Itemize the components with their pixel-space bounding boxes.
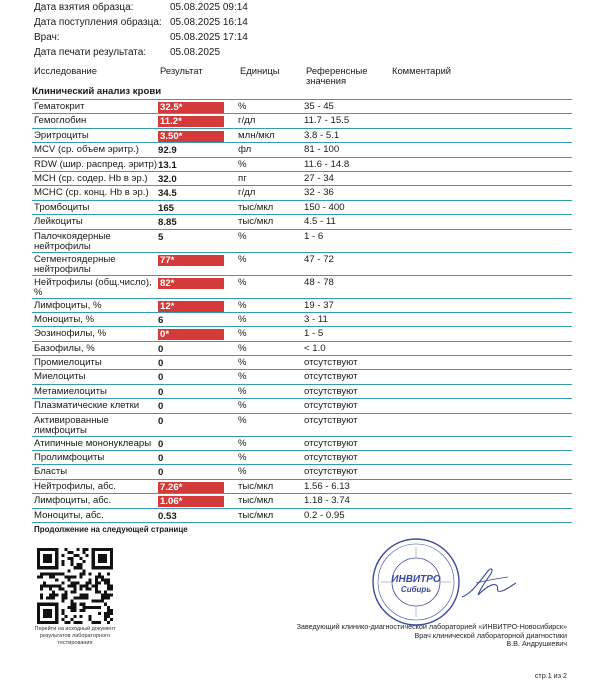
- test-unit: %: [238, 371, 247, 383]
- header-comment: Комментарий: [392, 65, 452, 76]
- table-row: [32, 399, 572, 413]
- table-row: [32, 143, 572, 157]
- test-unit: %: [238, 253, 247, 265]
- test-name: Метамиелоциты: [34, 385, 107, 397]
- test-result: 0.53: [158, 510, 177, 522]
- test-name: Гематокрит: [34, 101, 85, 112]
- test-result: 92.9: [158, 145, 177, 157]
- test-reference: отсутствуют: [304, 400, 358, 412]
- test-result: 32.5*: [158, 102, 224, 113]
- header-result: Результат: [160, 65, 203, 76]
- test-result: 12*: [158, 301, 224, 312]
- test-unit: тыс/мкл: [238, 495, 274, 507]
- test-name: Лейкоциты: [34, 216, 83, 228]
- test-reference: отсутствуют: [304, 371, 358, 383]
- test-unit: %: [238, 414, 247, 426]
- test-result: 34.5: [158, 188, 177, 200]
- test-result: 0: [158, 372, 164, 384]
- signature-block: [297, 623, 567, 649]
- test-name: MCHC (ср. конц. Hb в эр.): [34, 187, 149, 199]
- test-name: Тромбоциты: [34, 201, 90, 213]
- test-reference: 0.2 - 0.95: [304, 509, 345, 521]
- test-unit: %: [238, 437, 247, 449]
- test-reference: 150 - 400: [304, 201, 345, 213]
- test-reference: 3 - 11: [304, 313, 328, 325]
- table-row: [32, 509, 572, 523]
- table-row: [32, 114, 572, 128]
- test-name: Промиелоциты: [34, 357, 102, 369]
- test-name: MCV (ср. объем эритр.): [34, 144, 139, 156]
- test-result: 0: [158, 438, 164, 450]
- table-row: [32, 313, 572, 327]
- signature-icon: [458, 563, 518, 603]
- test-reference: 1.56 - 6.13: [304, 480, 350, 492]
- test-unit: г/дл: [238, 187, 256, 199]
- table-row: [32, 385, 572, 399]
- test-name: Лимфоциты, %: [34, 299, 102, 311]
- meta-value: 05.08.2025 16:14: [170, 17, 248, 28]
- meta-label: Дата взятия образца:: [34, 2, 134, 13]
- lab-stamp-icon: [371, 537, 461, 627]
- test-result: 5: [158, 231, 164, 243]
- qr-caption: Перейти на исходный документ результатов лабораторного тестирования: [34, 626, 116, 646]
- signature-line: Заведующий клинико-диагностической лабораторией «ИНВИТРО-Новосибирск»: [296, 622, 567, 631]
- test-result: 13.1: [158, 159, 177, 171]
- test-unit: %: [238, 299, 247, 311]
- test-name: Сегментоядерные нейтрофилы: [34, 253, 116, 276]
- test-reference: 35 - 45: [304, 101, 334, 112]
- test-result: 0: [158, 415, 164, 427]
- test-unit: млн/мкл: [238, 129, 275, 141]
- test-reference: 48 - 78: [304, 276, 334, 288]
- test-result: 3.50*: [158, 131, 224, 142]
- test-unit: пг: [238, 172, 247, 184]
- signature-line: Врач клинической лабораторной диагностики: [414, 630, 567, 640]
- test-reference: отсутствуют: [304, 452, 358, 464]
- meta-value: 05.08.2025 09:14: [170, 2, 248, 13]
- test-name: Плазматические клетки: [34, 400, 140, 412]
- test-name: MCH (ср. содер. Hb в эр.): [34, 172, 148, 184]
- test-name: Базофилы, %: [34, 342, 95, 354]
- header-study: Исследование: [34, 65, 97, 76]
- test-unit: %: [238, 342, 247, 354]
- qr-code-icon[interactable]: [37, 548, 113, 624]
- test-name: Активированные лимфоциты: [34, 414, 109, 437]
- test-name: Миелоциты: [34, 371, 86, 383]
- table-row: [32, 230, 572, 253]
- table-row: [32, 437, 572, 451]
- table-row: [32, 129, 572, 143]
- test-reference: 11.6 - 14.8: [304, 158, 350, 170]
- test-unit: фл: [238, 144, 252, 156]
- test-name: Моноциты, %: [34, 313, 95, 325]
- test-reference: 47 - 72: [304, 253, 334, 265]
- test-reference: 32 - 36: [304, 187, 334, 199]
- test-result: 6: [158, 314, 164, 326]
- test-name: Бласты: [34, 466, 68, 478]
- stamp-sub: Сибирь: [400, 585, 432, 594]
- test-unit: тыс/мкл: [238, 480, 274, 492]
- meta-value: 05.08.2025: [170, 47, 221, 58]
- test-reference: 27 - 34: [304, 172, 334, 184]
- test-name: Нейтрофилы, абс.: [34, 480, 116, 492]
- test-reference: 1.18 - 3.74: [304, 495, 350, 507]
- test-unit: %: [238, 158, 247, 170]
- meta-row: [34, 45, 334, 60]
- test-unit: тыс/мкл: [238, 216, 274, 228]
- table-row: [32, 100, 572, 114]
- test-result: 165: [158, 202, 175, 214]
- table-row: [32, 356, 572, 370]
- table-row: [32, 370, 572, 384]
- test-unit: %: [238, 452, 247, 464]
- table-row: [32, 480, 572, 494]
- test-reference: 1 - 6: [304, 230, 324, 242]
- test-name: Эритроциты: [34, 129, 89, 141]
- table-header: [34, 66, 574, 86]
- header-reference: Референсные значения: [306, 65, 368, 86]
- test-unit: г/дл: [238, 115, 256, 127]
- table-row: [32, 215, 572, 229]
- test-reference: 81 - 100: [304, 144, 340, 156]
- test-name: Нейтрофилы (общ.число), %: [34, 276, 152, 299]
- section-title: Клинический анализ крови: [32, 86, 162, 97]
- meta-row: [34, 15, 334, 30]
- test-name: Гемоглобин: [34, 115, 87, 127]
- table-row: [32, 276, 572, 299]
- page-number: стр.1 из 2: [534, 671, 567, 680]
- table-row: [32, 327, 572, 341]
- table-row: [32, 201, 572, 215]
- test-unit: %: [238, 466, 247, 478]
- test-reference: 11.7 - 15.5: [304, 115, 350, 127]
- test-result: 82*: [158, 278, 224, 289]
- test-name: Атипичные мононуклеары: [34, 437, 152, 449]
- test-reference: отсутствуют: [304, 385, 358, 397]
- test-unit: %: [238, 230, 247, 242]
- test-result: 0: [158, 358, 164, 370]
- meta-label: Дата печати результата:: [34, 47, 147, 58]
- test-reference: < 1.0: [304, 342, 326, 354]
- test-result: 32.0: [158, 173, 177, 185]
- meta-value: 05.08.2025 17:14: [170, 32, 248, 43]
- test-name: Палочкоядерные нейтрофилы: [34, 230, 111, 253]
- test-name: Пролимфоциты: [34, 452, 105, 464]
- test-unit: тыс/мкл: [238, 201, 274, 213]
- table-row: [32, 342, 572, 356]
- table-row: [32, 414, 572, 437]
- stamp-main: ИНВИТРО: [391, 574, 441, 585]
- test-unit: %: [238, 276, 247, 288]
- test-unit: %: [238, 400, 247, 412]
- meta-row: [34, 30, 334, 45]
- test-name: Лимфоциты, абс.: [34, 495, 112, 507]
- test-unit: %: [238, 385, 247, 397]
- test-result: 0: [158, 386, 164, 398]
- test-name: RDW (шир. распред. эритр): [34, 158, 158, 170]
- test-reference: отсутствуют: [304, 414, 358, 426]
- test-result: 7.26*: [158, 482, 224, 493]
- test-reference: 4.5 - 11: [304, 216, 336, 228]
- test-result: 1.06*: [158, 496, 224, 507]
- test-result: 8.85: [158, 217, 177, 229]
- test-reference: отсутствуют: [304, 357, 358, 369]
- test-reference: отсутствуют: [304, 466, 358, 478]
- test-result: 0*: [158, 329, 224, 340]
- test-reference: 19 - 37: [304, 299, 334, 311]
- table-row: [32, 299, 572, 313]
- test-unit: %: [238, 313, 247, 325]
- results-table: [32, 100, 572, 523]
- table-row: [32, 172, 572, 186]
- test-unit: %: [238, 101, 247, 112]
- table-row: [32, 451, 572, 465]
- test-name: Эозинофилы, %: [34, 328, 107, 340]
- test-result: 0: [158, 467, 164, 479]
- table-row: [32, 494, 572, 508]
- meta-label: Дата поступления образца:: [34, 17, 162, 28]
- test-result: 77*: [158, 255, 224, 266]
- table-row: [32, 158, 572, 172]
- sample-meta: [34, 0, 334, 60]
- test-unit: %: [238, 357, 247, 369]
- table-row: [32, 186, 572, 200]
- table-row: [32, 253, 572, 276]
- test-result: 11.2*: [158, 116, 224, 127]
- meta-label: Врач:: [34, 32, 60, 43]
- test-reference: отсутствуют: [304, 437, 358, 449]
- test-reference: 1 - 5: [304, 328, 324, 340]
- test-result: 0: [158, 453, 164, 465]
- signature-line: В.В. Андрушкевич: [506, 639, 567, 649]
- test-unit: тыс/мкл: [238, 509, 274, 521]
- continued-note: Продолжение на следующей странице: [34, 525, 188, 534]
- test-unit: %: [238, 328, 247, 340]
- test-reference: 3.8 - 5.1: [304, 129, 340, 141]
- test-result: 0: [158, 401, 164, 413]
- table-row: [32, 465, 572, 479]
- test-name: Моноциты, абс.: [34, 509, 104, 521]
- meta-row: [34, 0, 334, 15]
- header-units: Единицы: [240, 65, 280, 76]
- test-result: 0: [158, 343, 164, 355]
